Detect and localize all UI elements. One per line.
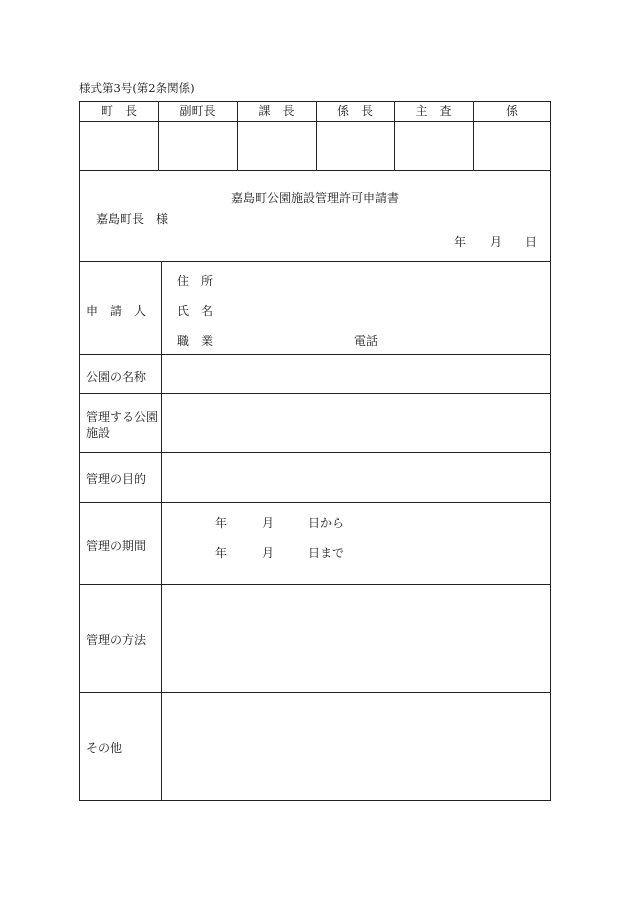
date-year-label: 年 bbox=[454, 235, 467, 249]
park-name-label: 公園の名称 bbox=[86, 370, 147, 384]
occupation-label: 職 業 bbox=[177, 334, 214, 348]
period-from-day: 日から bbox=[308, 516, 345, 530]
phone-label: 電話 bbox=[354, 334, 379, 348]
facility-label-line1: 管理する公園 bbox=[86, 410, 159, 424]
row-divider bbox=[80, 261, 550, 262]
period-label: 管理の期間 bbox=[86, 539, 147, 553]
approval-header-mayor: 町 長 bbox=[100, 104, 137, 118]
date-month-label: 月 bbox=[490, 235, 503, 249]
date-day-label: 日 bbox=[525, 235, 538, 249]
approval-header-unit-chief: 係 長 bbox=[336, 104, 373, 118]
approval-header-deputy-mayor: 副町長 bbox=[179, 104, 216, 118]
row-divider bbox=[80, 692, 550, 693]
form-number-label: 様式第3号(第2条関係) bbox=[79, 81, 195, 95]
addressee: 嘉島町長 様 bbox=[96, 212, 169, 226]
period-to-month: 月 bbox=[262, 546, 275, 560]
purpose-label: 管理の目的 bbox=[86, 472, 147, 486]
applicant-label: 申 請 人 bbox=[86, 304, 147, 318]
address-label: 住 所 bbox=[177, 274, 214, 288]
name-label: 氏 名 bbox=[177, 304, 214, 318]
period-from-year: 年 bbox=[215, 516, 228, 530]
row-divider bbox=[80, 452, 550, 453]
other-label: その他 bbox=[86, 741, 123, 755]
method-label: 管理の方法 bbox=[86, 633, 147, 647]
application-form-table bbox=[79, 170, 551, 801]
period-to-year: 年 bbox=[215, 546, 228, 560]
approval-stamp-table bbox=[79, 101, 551, 171]
facility-label-line2: 施設 bbox=[86, 426, 111, 440]
row-divider bbox=[80, 354, 550, 355]
period-from-month: 月 bbox=[262, 516, 275, 530]
period-to-day: 日まで bbox=[308, 546, 345, 560]
label-column-divider bbox=[161, 261, 162, 801]
row-divider bbox=[80, 393, 550, 394]
approval-header-section-chief: 課 長 bbox=[258, 104, 295, 118]
row-divider bbox=[80, 502, 550, 503]
form-title: 嘉島町公園施設管理許可申請書 bbox=[230, 191, 399, 205]
approval-header-inspector: 主 査 bbox=[415, 104, 452, 118]
row-divider bbox=[80, 584, 550, 585]
approval-header-clerk: 係 bbox=[505, 104, 518, 118]
